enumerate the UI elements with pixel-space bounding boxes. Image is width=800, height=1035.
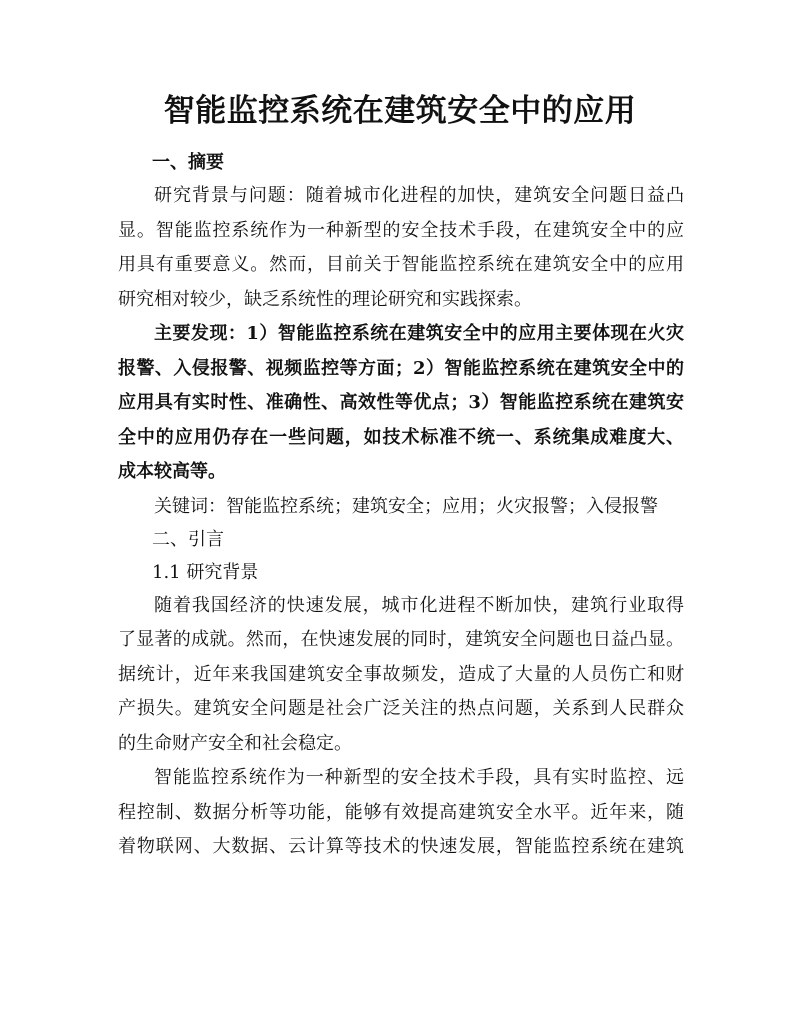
paragraph-line: 程控制、数据分析等功能，能够有效提高建筑安全水平。近年来，随: [118, 801, 684, 823]
intro-paragraph-2: [118, 761, 684, 865]
paragraph-line: 产损失。建筑安全问题是社会广泛关注的热点问题，关系到人民群众: [118, 698, 684, 719]
intro-heading: 二、引言: [152, 528, 224, 550]
paragraph-line: 的生命财产安全和社会稳定。: [118, 732, 352, 754]
paragraph-line: 显。智能监控系统作为一种新型的安全技术手段，在建筑安全中的应: [118, 219, 684, 241]
intro-paragraph-1: [118, 589, 684, 762]
paragraph-line: 据统计，近年来我国建筑安全事故频发，造成了大量的人员伤亡和财: [118, 663, 684, 685]
document-title: 智能监控系统在建筑安全中的应用: [163, 93, 637, 129]
paragraph-line: 了显著的成就。然而，在快速发展的同时，建筑安全问题也日益凸显。: [118, 629, 684, 650]
findings-paragraph: [118, 317, 684, 490]
paragraph-line: 主要发现：1）智能监控系统在建筑安全中的应用主要体现在火灾: [154, 323, 684, 344]
paragraph-line: 成本较高等。: [118, 461, 226, 482]
paragraph-line: 随着我国经济的快速发展，城市化进程不断加快，建筑行业取得: [154, 594, 684, 616]
paragraph-line: 全中的应用仍存在一些问题，如技术标准不统一、系统集成难度大、: [118, 426, 684, 448]
keywords-line: 关键词：智能监控系统；建筑安全；应用；火灾报警；入侵报警: [154, 495, 658, 517]
background-paragraph: [118, 179, 684, 317]
paragraph-line: 研究相对较少，缺乏系统性的理论研究和实践探索。: [118, 288, 532, 310]
paragraph-line: 研究背景与问题：随着城市化进程的加快，建筑安全问题日益凸: [154, 185, 684, 206]
paragraph-line: 着物联网、大数据、云计算等技术的快速发展，智能监控系统在建筑: [118, 836, 684, 857]
paragraph-line: 应用具有实时性、准确性、高效性等优点；3）智能监控系统在建筑安: [118, 392, 684, 413]
paragraph-line: 智能监控系统作为一种新型的安全技术手段，具有实时监控、远: [154, 767, 684, 788]
abstract-heading: 一、摘要: [152, 152, 224, 173]
document-body: [118, 146, 684, 865]
paragraph-line: 报警、入侵报警、视频监控等方面；2）智能监控系统在建筑安全中的: [118, 357, 684, 379]
paragraph-line: 用具有重要意义。然而，目前关于智能监控系统在建筑安全中的应用: [118, 254, 684, 275]
section-heading-1-1: 1.1 研究背景: [152, 561, 259, 583]
